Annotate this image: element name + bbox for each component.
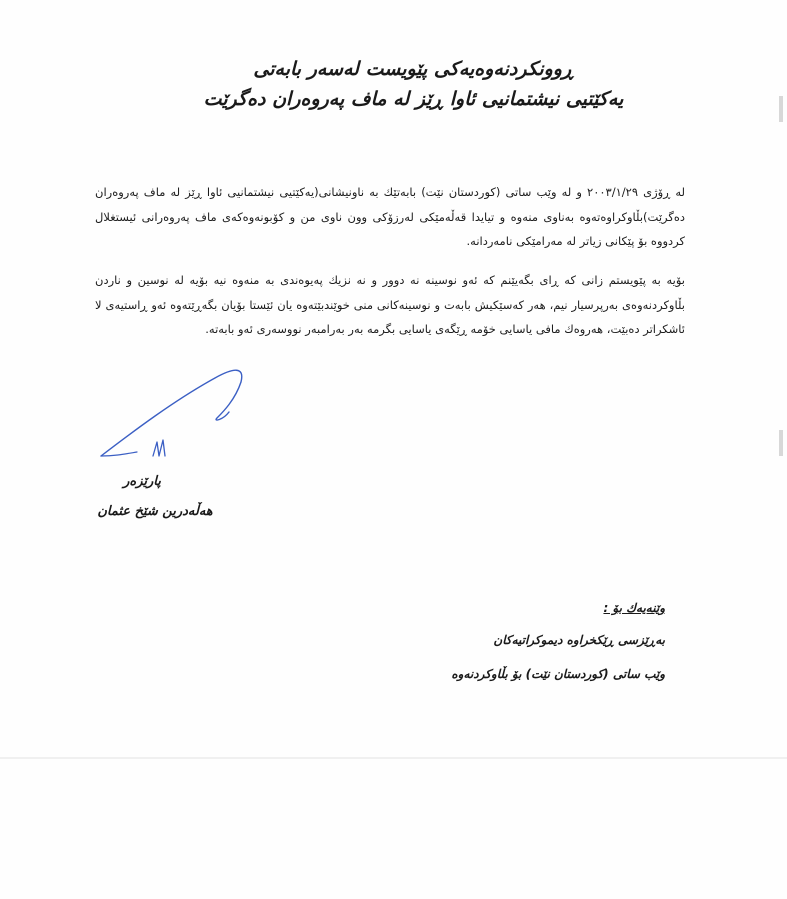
copies-item: بەڕێزسی ڕێکخراوە دیموکراتیەکان: [493, 633, 665, 647]
letter-title-line-2: یەکێتیی نیشتمانیی ئاوا ڕێز لە ماف پەروەران دەگرێت: [203, 88, 624, 110]
scan-edge-line: [0, 757, 787, 759]
scan-margin-mark: [779, 430, 783, 456]
letter-paragraph-2: بۆیە بە پێویستم زانی کە ڕای بگەیێنم کە ئەو نوسینە نە دوور و نە نزیك پەیوەندی بە منەوە نیە بۆیە لە نوسین و ناردن بڵاوکردنەوەی بەرپرسیار نیم، هەر کەسێکیش بابەت و نوسینەکانی منی خوێندبێتەوە یان ئێستا بۆیان بگەڕێتەوە ئەو ڕاستیەی لا ئاشکراتر دەبێت، هەروەك مافی یاسایی خۆمە ڕێگەی یاسایی بگرمە بەر بەرامبەر نووسەری ئەو بابەتە.: [95, 273, 685, 336]
letter-paragraph-1: لە ڕۆژی ٢٠٠٣/١/٢٩ و لە وێب ساتی (کوردستان نێت) بابەتێك بە ناونیشانی(یەکێتیی نیشتمانیی ئاوا ڕێز لە ماف پەروەران دەگرێت)بڵاوکراوەتەوە بەناوی منەوە و تیایدا قەڵەمێکی لەرزۆکی وون ناوی من و کۆبونەوەکەی ماف پەروەرانی ئیستغلال کردووە بۆ پێکانی زیاتر لە مەرامێکی نامەردانە.: [95, 185, 686, 248]
copies-item: وێب ساتی (کوردستان نێت) بۆ بڵاوکردنەوە: [451, 667, 665, 681]
signatory-name: هەڵەدرین شێخ عثمان: [97, 504, 213, 519]
handwritten-signature-icon: [95, 360, 265, 470]
scan-margin-mark: [779, 96, 783, 122]
letter-title-line-1: ڕوونکردنەوەیەکی پێویست لەسەر بابەتی: [253, 58, 574, 80]
copies-heading: وێنەیەك بۆ :: [603, 601, 665, 615]
signatory-title: پارێزەر: [123, 474, 161, 489]
